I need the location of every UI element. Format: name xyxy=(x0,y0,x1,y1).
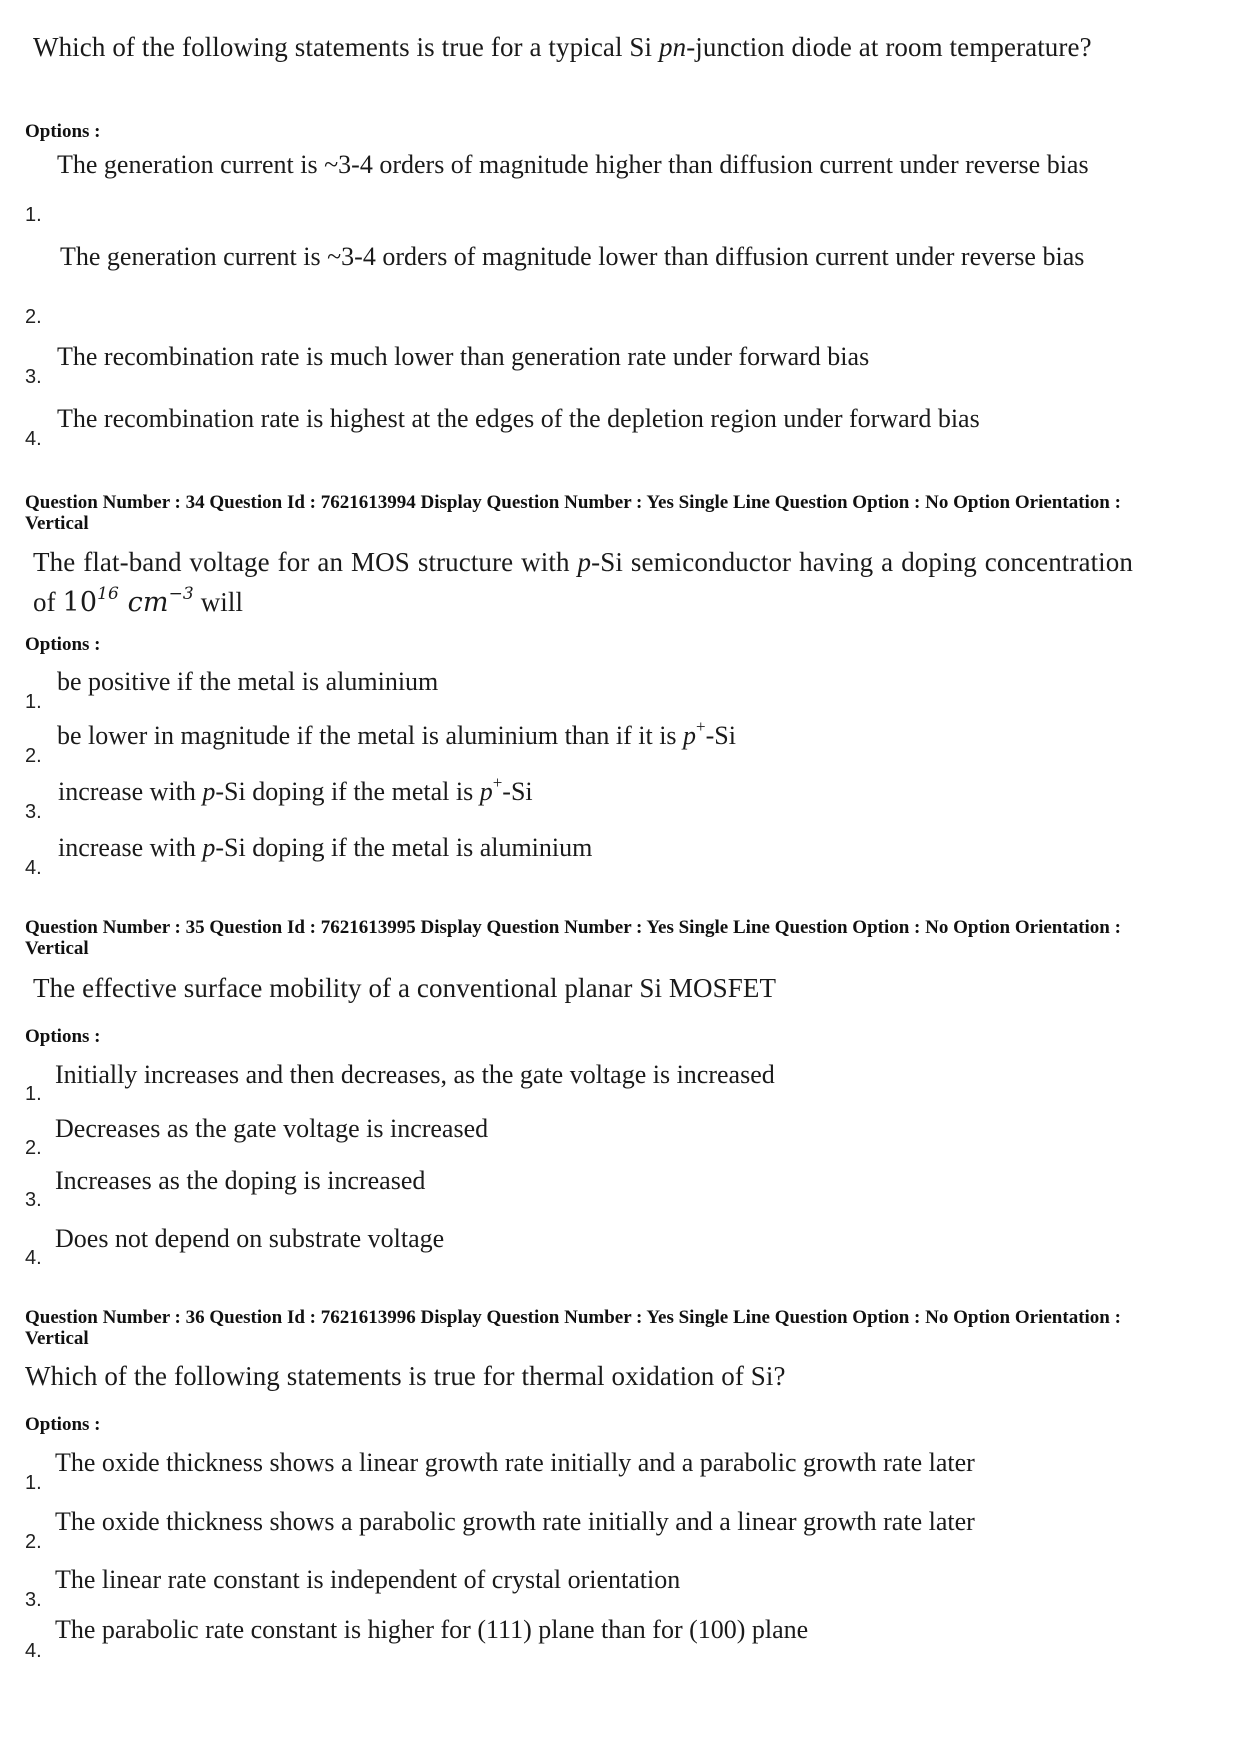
option-text: Initially increases and then decreases, as the gate voltage is increased xyxy=(55,1060,775,1089)
option-number: 1. xyxy=(25,1083,42,1105)
option-text xyxy=(58,773,1118,811)
option-text-part: -Si doping if the metal is aluminium xyxy=(215,833,593,862)
option-text: The oxide thickness shows a parabolic growth rate initially and a linear growth rate later xyxy=(55,1507,975,1536)
option-number: 4. xyxy=(25,1247,42,1269)
option-text: The oxide thickness shows a linear growth rate initially and a parabolic growth rate later xyxy=(55,1448,975,1477)
option-text: The generation current is ~3-4 orders of magnitude lower than diffusion current under reverse bias xyxy=(60,242,1085,271)
math-base: 10 xyxy=(62,587,98,618)
option-text-italic: p xyxy=(479,777,493,806)
option-number: 3. xyxy=(25,366,42,388)
option-number: 1. xyxy=(25,691,42,713)
option-number: 2. xyxy=(25,306,42,328)
option-number: 2. xyxy=(25,1137,42,1159)
option-number: 1. xyxy=(25,1472,42,1494)
question-text-part: -junction diode at room temperature? xyxy=(686,32,1092,62)
option-text-part: -Si doping if the metal is xyxy=(215,777,480,806)
question-text-part: -Si semiconductor having a doping concentration of xyxy=(33,547,1133,617)
option-number: 1. xyxy=(25,204,42,226)
option-text: Increases as the doping is increased xyxy=(55,1166,426,1195)
option-text xyxy=(58,829,1118,867)
option-text: be positive if the metal is aluminium xyxy=(57,667,439,696)
option-text-italic: p xyxy=(202,833,216,862)
option-number: 2. xyxy=(25,1531,42,1553)
option-text xyxy=(57,717,1117,755)
math-exponent: 16 xyxy=(97,584,119,604)
option-text-part: -Si xyxy=(502,777,533,806)
question-meta: Question Number : 35 Question Id : 7621613995 Display Question Number : Yes Single Line Question Option : No Option Orientation : Vertical xyxy=(25,917,1121,959)
option-text-part: be lower in magnitude if the metal is aluminium than if it is xyxy=(57,721,684,750)
math-expression xyxy=(62,584,194,618)
option-text: The linear rate constant is independent of crystal orientation xyxy=(55,1565,681,1594)
math-unit: cm xyxy=(127,587,169,618)
option-number: 3. xyxy=(25,1189,42,1211)
question-meta: Question Number : 36 Question Id : 7621613996 Display Question Number : Yes Single Line Question Option : No Option Orientation : Vertical xyxy=(25,1307,1121,1349)
option-number: 2. xyxy=(25,745,42,767)
options-label: Options : xyxy=(25,1414,101,1435)
option-text-superscript: + xyxy=(492,773,503,792)
option-number: 3. xyxy=(25,801,42,823)
question-text: The effective surface mobility of a conventional planar Si MOSFET xyxy=(33,973,777,1003)
options-label: Options : xyxy=(25,634,101,655)
options-label: Options : xyxy=(25,1026,101,1047)
option-text: The parabolic rate constant is higher for (111) plane than for (100) plane xyxy=(55,1615,809,1644)
question-text-italic: pn xyxy=(659,32,687,62)
question-text-part: Which of the following statements is true for a typical Si xyxy=(33,32,660,62)
math-unit-exponent: −3 xyxy=(168,584,194,604)
option-text-part: increase with xyxy=(58,777,203,806)
options-label: Options : xyxy=(25,121,101,142)
option-number: 4. xyxy=(25,428,42,450)
option-text-italic: p xyxy=(683,721,697,750)
question-text: Which of the following statements is true for thermal oxidation of Si? xyxy=(25,1361,786,1391)
question-text xyxy=(33,27,1133,67)
option-text: Decreases as the gate voltage is increased xyxy=(55,1114,489,1143)
option-text: The recombination rate is highest at the edges of the depletion region under forward bias xyxy=(57,404,980,433)
option-number: 3. xyxy=(25,1589,42,1611)
option-text-italic: p xyxy=(202,777,216,806)
option-text-part: increase with xyxy=(58,833,203,862)
option-text-part: -Si xyxy=(705,721,736,750)
question-text xyxy=(33,542,1133,623)
question-text-italic: p xyxy=(577,547,592,577)
option-text: Does not depend on substrate voltage xyxy=(55,1224,445,1253)
option-text-superscript: + xyxy=(696,717,706,736)
option-text: The recombination rate is much lower than generation rate under forward bias xyxy=(57,342,870,371)
question-text-part: The flat-band voltage for an MOS structure with xyxy=(33,547,578,577)
question-meta: Question Number : 34 Question Id : 7621613994 Display Question Number : Yes Single Line Question Option : No Option Orientation : Vertical xyxy=(25,492,1121,534)
question-text-part: will xyxy=(193,587,244,617)
option-number: 4. xyxy=(25,857,42,879)
option-text: The generation current is ~3-4 orders of magnitude higher than diffusion current under reverse bias xyxy=(57,150,1089,179)
option-number: 4. xyxy=(25,1640,42,1662)
